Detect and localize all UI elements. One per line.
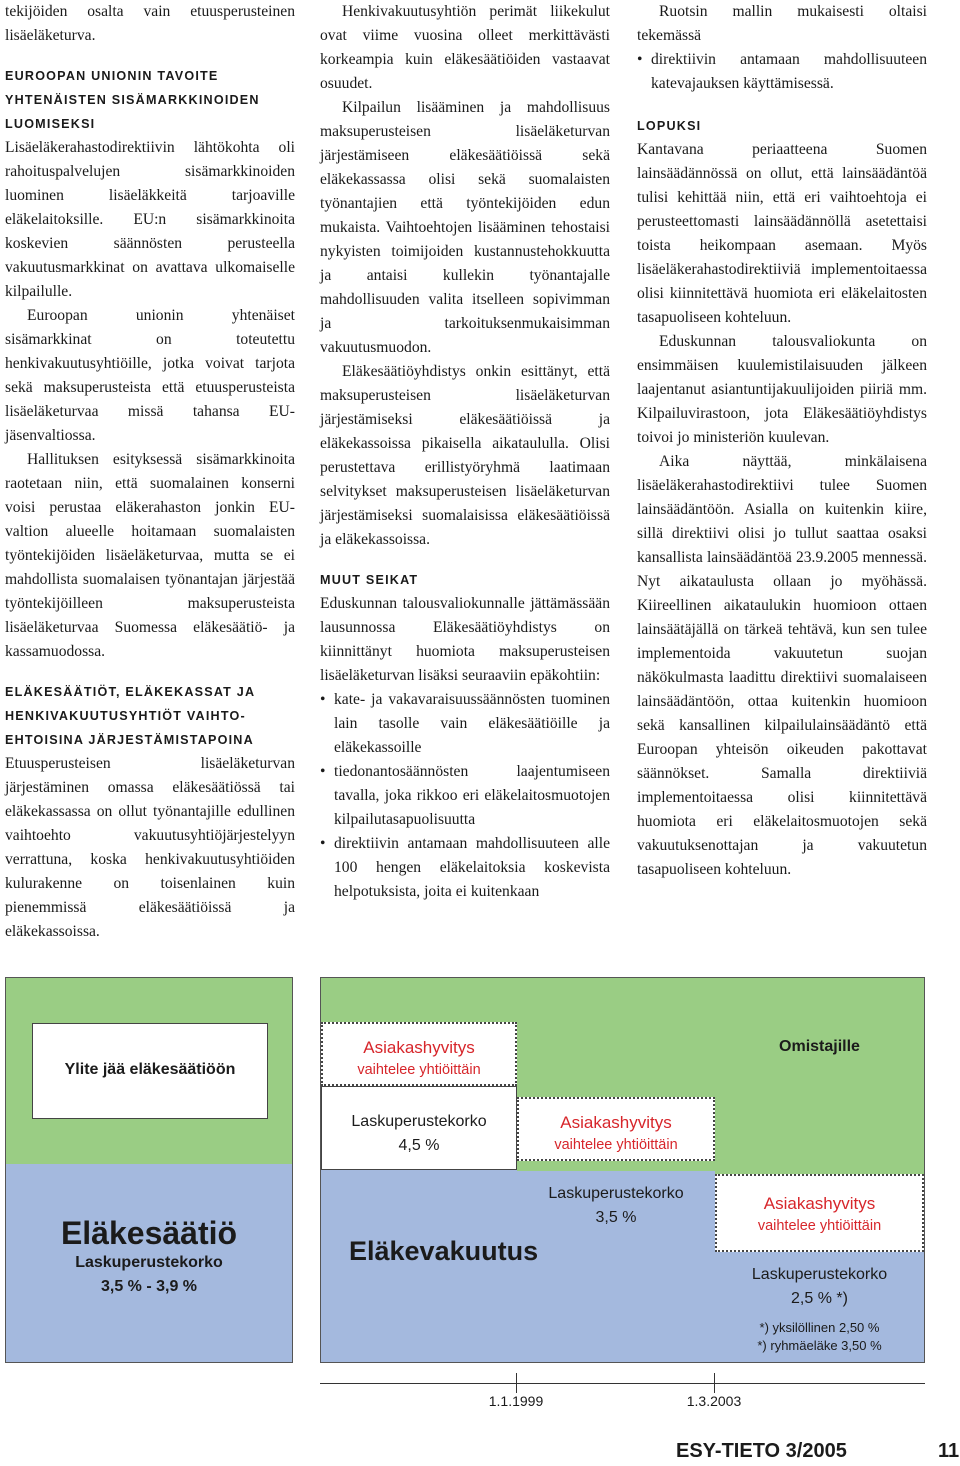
- paragraph: Kantavana periaatteena Suomen lainsäädännössä on ollut, että lainsäädäntöä tulisi kehittää niin, että eri vaihtoehtoja ei perusteettomasti lainsäädännöllä asetettaisi toista heikompaan asemaan. Myös lisäeläkerahastodirektiiviä implementoitaessa olisi kiinnitettävä huomiota eri eläkelaitosten tasapuoliseen kohteluun.: [637, 141, 927, 326]
- owners-label: Omistajille: [779, 1038, 860, 1055]
- timeline-axis: [320, 1383, 925, 1384]
- customer-bonus-box-3: [715, 1174, 924, 1252]
- customer-bonus-box-2: [517, 1097, 715, 1161]
- customer-bonus-sub: vaihtelee yhtiöittäin: [554, 1137, 678, 1153]
- timeline-tick: [516, 1373, 517, 1393]
- list-item: • tiedonantosäännösten laajentumiseen tavalla, joka rikkoo eri eläkelaitosmuotojen kilpailutasapuolisuutta: [320, 760, 610, 832]
- paragraph: Hallituksen esityksessä sisämarkkinoita raotetaan niin, että suomalainen konserni voisi perustaa eläkerahaston jonkin EU-valtion alueelle hoitamaan suomalaisten työntekijöiden lisäeläketurvaa, mutta se ei mahdollista suomalaisen työnantajan järjestää työntekijöilleen maksuperusteista lisäeläketurvaa Suomessa eläkesäätiö- ja kassamuodossa.: [5, 451, 295, 660]
- heading-alternatives: [5, 680, 295, 752]
- paragraph: Etuusperusteisen lisäeläketurvan järjestäminen omassa eläkesäätiössä tai eläkekassassa on ollut työnantajille edullinen vaihtoehto vakuutusyhtiöjärjestelyyn verrattuna, koska henkivakuutusyhtiöiden kulurakenne on toisenlainen kuin pienemmissä eläkesäätiöissä ja eläkekassoissa.: [5, 755, 295, 940]
- heading-line: LUOMISEKSI: [5, 117, 96, 131]
- rate-label: Laskuperustekorko: [751, 1266, 888, 1283]
- intro-text: tekijöiden osalta vain etuusperusteinen lisäeläketurva.: [5, 3, 295, 44]
- rate-label: Laskuperustekorko: [351, 1113, 487, 1130]
- surplus-label: Ylite jää eläkesäätiöön: [64, 1061, 236, 1078]
- rate-note: *) yksilöllinen 2,50 %: [759, 1320, 880, 1335]
- customer-bonus-sub: vaihtelee yhtiöittäin: [357, 1062, 481, 1078]
- surplus-label-box: [32, 1023, 268, 1119]
- bullet-list: [637, 48, 927, 96]
- customer-bonus-label: Asiakashyvitys: [560, 1113, 672, 1132]
- rate-value: 4,5 %: [398, 1137, 440, 1154]
- diagram-title: Eläkevakuutus: [349, 1236, 539, 1266]
- heading-line: EUROOPAN UNIONIN TAVOITE: [5, 69, 219, 83]
- rate-label: Laskuperustekorko: [548, 1185, 684, 1202]
- rate-box-1: [321, 1086, 517, 1170]
- rate-value: 3,5 %: [595, 1209, 637, 1226]
- list-item: • direktiivin antamaan mahdollisuuteen katevajauksen käyttämisessä.: [637, 48, 927, 96]
- list-item: • kate- ja vakavaraisuussäännösten tuominen lain tasolle vain eläkesäätiöille ja eläkekassoille: [320, 688, 610, 760]
- heading-line: ELÄKESÄÄTIÖT, ELÄKEKASSAT JA: [5, 685, 256, 699]
- column-2: [320, 0, 610, 904]
- diagram-elakevakuutus: [320, 977, 925, 1363]
- page-number: 11: [938, 1440, 960, 1462]
- customer-bonus-label: Asiakashyvitys: [363, 1038, 475, 1057]
- bullet-list: [320, 688, 610, 904]
- paragraph: Aika näyttää, minkälaisena lisäeläkerahastodirektiivi tulee Suomen lainsäädäntöön. Asialla on kuitenkin kiire, sillä direktiivi olisi jo tullut saattaa osaksi kansallista lainsäädäntöä 23.9.2005 mennessä. Nyt aikataulusta ollaan jo myöhässä. Kiireellinen aikataulukin huomioon ottaen lainsäätäjällä on tärkeä tehtävä, kun sen tulee implementoida vakuutetun suojan näkökulmasta laadittu direktiivi suomalaiseen lainsäädäntöön, ottaa kuitenkin huomioon sekä kansallinen kilpailulainsäädäntö että Euroopan yhteisön oikeuden pakottavat säännökset. Samalla direktiiviä implementoitaessa olisi kiinnitettävä huomiota eri eläkelaitosmuotojen sekä vakuutuksenottajan ja vakuutetun tasapuoliseen kohteluun.: [637, 453, 927, 878]
- paragraph: Eläkesäätiöyhdistys onkin esittänyt, että maksuperusteisen lisäeläketurvan järjestämiseksi eläkesäätiöissä ja eläkekassoissa pikaisella aikataululla. Olisi perustettava erillistyöryhmä laatimaan selvitykset maksuperusteisen lisäeläketurvan järjestämiseksi suomalaisissa eläkesäätiöissä ja eläkekassoissa.: [320, 363, 610, 548]
- customer-bonus-label: Asiakashyvitys: [763, 1194, 876, 1213]
- diagram-title: Eläkesäätiö: [60, 1215, 238, 1251]
- issue-label: ESY-TIETO 3/2005: [676, 1440, 847, 1462]
- heading-line: HENKIVAKUUTUSYHTIÖT VAIHTO-: [5, 709, 246, 723]
- column-3: [637, 0, 927, 882]
- diagram-elakesaatio: [5, 977, 293, 1363]
- paragraph: Eduskunnan talousvaliokunnalle jättämässään lausunnossa Eläkesäätiöyhdistys on kiinnittänyt huomiota maksuperusteisen lisäeläketurvan lisäksi seuraaviin epäkohtiin:: [320, 595, 610, 684]
- paragraph: Ruotsin mallin mukaisesti oltaisi tekemässä: [637, 3, 927, 44]
- heading-other-issues: MUUT SEIKAT: [320, 573, 419, 587]
- timeline-date: 1.3.2003: [686, 1393, 742, 1409]
- paragraph: Euroopan unionin yhtenäiset sisämarkkinat on toteutettu henkivakuutusyhtiöille, jotka voivat tarjota sekä maksuperusteista että etuusperusteista lisäeläketurvaa missä tahansa EU-jäsenvaltiossa.: [5, 307, 295, 444]
- paragraph: Henkivakuutusyhtiön perimät liikekulut ovat viime vuosina olleet merkittävästi korkeampia kuin eläkesäätiöiden vastaavat osuudet.: [320, 3, 610, 92]
- rate-value: 2,5 % *): [791, 1290, 848, 1307]
- rate-label: Laskuperustekorko: [75, 1254, 223, 1271]
- rate-note: *) ryhmäeläke 3,50 %: [757, 1338, 882, 1353]
- timeline-tick: [714, 1373, 715, 1393]
- timeline: [320, 1373, 925, 1413]
- paragraph: Kilpailun lisääminen ja mahdollisuus maksuperusteisen lisäeläketurvan järjestämiseen eläkesäätiöissä sekä eläkekassassa olisi sekä suomalaisten työnantajien että työntekijöiden edun mukaista. Vaihtoehtojen lisääminen tehostaisi nykyisten toimijoiden kustannustehokkuutta ja antaisi kullekin työnantajalle mahdollisuuden valita itselleen sopivimman ja tarkoituksenmukaisimman vakuutusmuodon.: [320, 99, 610, 356]
- heading-line: YHTENÄISTEN SISÄMARKKINOIDEN: [5, 93, 260, 107]
- list-item: • direktiivin antamaan mahdollisuuteen alle 100 hengen eläkelaitoksia koskevista helpotuksista, joita ei kuitenkaan: [320, 832, 610, 904]
- heading-line: EHTOISINA JÄRJESTÄMISTAPOINA: [5, 733, 254, 747]
- customer-bonus-sub: vaihtelee yhtiöittäin: [757, 1218, 882, 1234]
- rate-value: 3,5 % - 3,9 %: [100, 1278, 198, 1295]
- timeline-date: 1.1.1999: [488, 1393, 544, 1409]
- customer-bonus-box-1: [321, 1022, 517, 1086]
- heading-eu-goal: [5, 64, 295, 136]
- column-1: [5, 0, 295, 944]
- heading-conclusion: LOPUKSI: [637, 119, 702, 133]
- paragraph: Lisäeläkerahastodirektiivin lähtökohta oli rahoituspalvelujen sisämarkkinoiden luominen lisäeläkkeitä tarjoaville eläkelaitoksille. EU:n sisämarkkinoita koskevien säännösten perusteella vakuutusmarkkinat on avattava ulkomaiselle kilpailulle.: [5, 139, 295, 300]
- paragraph: Eduskunnan talousvaliokunta on ensimmäisen kuulemistilaisuuden jälkeen laajentanut asiantuntijakuulijoiden piiriä mm. Kilpailuvirastoon, jota Eläkesäätiöyhdistys toivoi jo ministeriön kuulevan.: [637, 333, 927, 446]
